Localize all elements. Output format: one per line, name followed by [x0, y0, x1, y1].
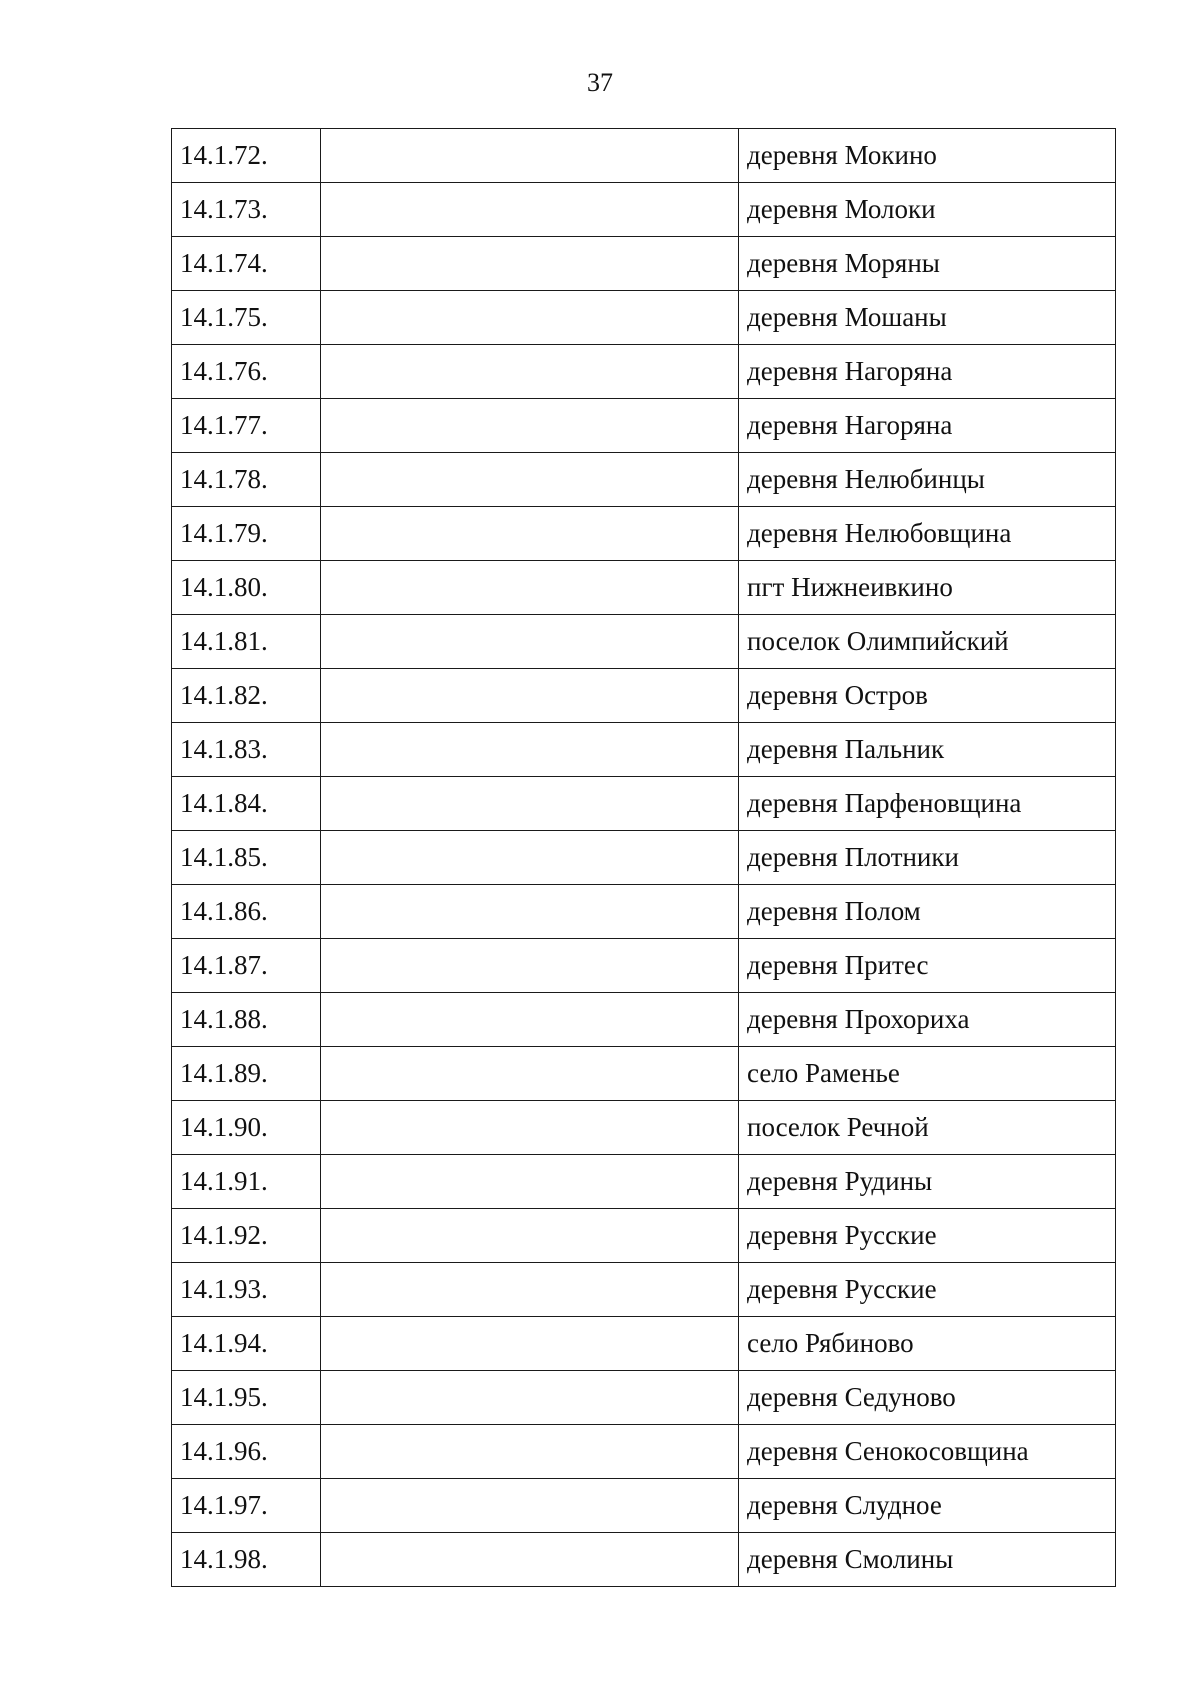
settlement-name-cell: деревня Русские	[739, 1263, 1116, 1317]
row-number-cell: 14.1.75.	[172, 291, 321, 345]
row-number-cell: 14.1.98.	[172, 1533, 321, 1587]
settlement-name-cell: деревня Остров	[739, 669, 1116, 723]
table-row	[172, 1263, 1116, 1317]
row-number-cell: 14.1.81.	[172, 615, 321, 669]
empty-cell	[321, 183, 739, 237]
row-number-cell: 14.1.87.	[172, 939, 321, 993]
empty-cell	[321, 939, 739, 993]
table-row	[172, 237, 1116, 291]
row-number-cell: 14.1.97.	[172, 1479, 321, 1533]
row-number-cell: 14.1.93.	[172, 1263, 321, 1317]
settlement-name-cell: деревня Смолины	[739, 1533, 1116, 1587]
empty-cell	[321, 777, 739, 831]
empty-cell	[321, 993, 739, 1047]
row-number-cell: 14.1.72.	[172, 129, 321, 183]
empty-cell	[321, 291, 739, 345]
settlements-table	[171, 128, 1116, 1587]
empty-cell	[321, 1047, 739, 1101]
table-row	[172, 723, 1116, 777]
settlement-name-cell: деревня Нелюбовщина	[739, 507, 1116, 561]
row-number-cell: 14.1.89.	[172, 1047, 321, 1101]
empty-cell	[321, 1209, 739, 1263]
empty-cell	[321, 1425, 739, 1479]
empty-cell	[321, 1101, 739, 1155]
empty-cell	[321, 1263, 739, 1317]
settlement-name-cell: деревня Притес	[739, 939, 1116, 993]
row-number-cell: 14.1.85.	[172, 831, 321, 885]
table-row	[172, 183, 1116, 237]
table-row	[172, 1317, 1116, 1371]
table-row	[172, 1425, 1116, 1479]
empty-cell	[321, 885, 739, 939]
row-number-cell: 14.1.76.	[172, 345, 321, 399]
table-row	[172, 561, 1116, 615]
table-row	[172, 1209, 1116, 1263]
empty-cell	[321, 507, 739, 561]
settlement-name-cell: деревня Седуново	[739, 1371, 1116, 1425]
row-number-cell: 14.1.94.	[172, 1317, 321, 1371]
row-number-cell: 14.1.79.	[172, 507, 321, 561]
row-number-cell: 14.1.92.	[172, 1209, 321, 1263]
table-row	[172, 1533, 1116, 1587]
empty-cell	[321, 1317, 739, 1371]
settlement-name-cell: деревня Мошаны	[739, 291, 1116, 345]
table-body	[172, 129, 1116, 1587]
settlement-name-cell: деревня Плотники	[739, 831, 1116, 885]
table-row	[172, 1479, 1116, 1533]
row-number-cell: 14.1.78.	[172, 453, 321, 507]
empty-cell	[321, 1533, 739, 1587]
settlement-name-cell: село Раменье	[739, 1047, 1116, 1101]
row-number-cell: 14.1.74.	[172, 237, 321, 291]
empty-cell	[321, 345, 739, 399]
page-number: 37	[587, 68, 613, 97]
settlement-name-cell: деревня Моряны	[739, 237, 1116, 291]
settlement-name-cell: деревня Слудное	[739, 1479, 1116, 1533]
row-number-cell: 14.1.86.	[172, 885, 321, 939]
settlement-name-cell: деревня Нагоряна	[739, 399, 1116, 453]
empty-cell	[321, 129, 739, 183]
table-row	[172, 507, 1116, 561]
row-number-cell: 14.1.77.	[172, 399, 321, 453]
table-row	[172, 615, 1116, 669]
settlement-name-cell: деревня Полом	[739, 885, 1116, 939]
table-row	[172, 831, 1116, 885]
empty-cell	[321, 1479, 739, 1533]
settlement-name-cell: поселок Речной	[739, 1101, 1116, 1155]
table-row	[172, 1047, 1116, 1101]
settlement-name-cell: пгт Нижнеивкино	[739, 561, 1116, 615]
empty-cell	[321, 615, 739, 669]
settlement-name-cell: поселок Олимпийский	[739, 615, 1116, 669]
empty-cell	[321, 453, 739, 507]
row-number-cell: 14.1.96.	[172, 1425, 321, 1479]
settlement-name-cell: деревня Мокино	[739, 129, 1116, 183]
settlement-name-cell: деревня Русские	[739, 1209, 1116, 1263]
settlement-name-cell: деревня Нагоряна	[739, 345, 1116, 399]
settlement-name-cell: деревня Молоки	[739, 183, 1116, 237]
table-row	[172, 129, 1116, 183]
empty-cell	[321, 1371, 739, 1425]
table-row	[172, 1155, 1116, 1209]
empty-cell	[321, 237, 739, 291]
settlement-name-cell: деревня Пальник	[739, 723, 1116, 777]
table-row	[172, 669, 1116, 723]
table-row	[172, 777, 1116, 831]
table-row	[172, 1101, 1116, 1155]
row-number-cell: 14.1.84.	[172, 777, 321, 831]
row-number-cell: 14.1.73.	[172, 183, 321, 237]
table-row	[172, 993, 1116, 1047]
row-number-cell: 14.1.80.	[172, 561, 321, 615]
table-row	[172, 291, 1116, 345]
empty-cell	[321, 669, 739, 723]
table-row	[172, 345, 1116, 399]
row-number-cell: 14.1.90.	[172, 1101, 321, 1155]
settlement-name-cell: село Рябиново	[739, 1317, 1116, 1371]
empty-cell	[321, 561, 739, 615]
table-row	[172, 939, 1116, 993]
settlement-name-cell: деревня Рудины	[739, 1155, 1116, 1209]
row-number-cell: 14.1.91.	[172, 1155, 321, 1209]
row-number-cell: 14.1.95.	[172, 1371, 321, 1425]
empty-cell	[321, 831, 739, 885]
table-row	[172, 453, 1116, 507]
settlement-name-cell: деревня Нелюбинцы	[739, 453, 1116, 507]
row-number-cell: 14.1.82.	[172, 669, 321, 723]
settlement-name-cell: деревня Парфеновщина	[739, 777, 1116, 831]
empty-cell	[321, 399, 739, 453]
table-row	[172, 1371, 1116, 1425]
row-number-cell: 14.1.83.	[172, 723, 321, 777]
settlement-name-cell: деревня Сенокосовщина	[739, 1425, 1116, 1479]
settlement-name-cell: деревня Прохориха	[739, 993, 1116, 1047]
empty-cell	[321, 1155, 739, 1209]
row-number-cell: 14.1.88.	[172, 993, 321, 1047]
table-row	[172, 885, 1116, 939]
table-row	[172, 399, 1116, 453]
empty-cell	[321, 723, 739, 777]
